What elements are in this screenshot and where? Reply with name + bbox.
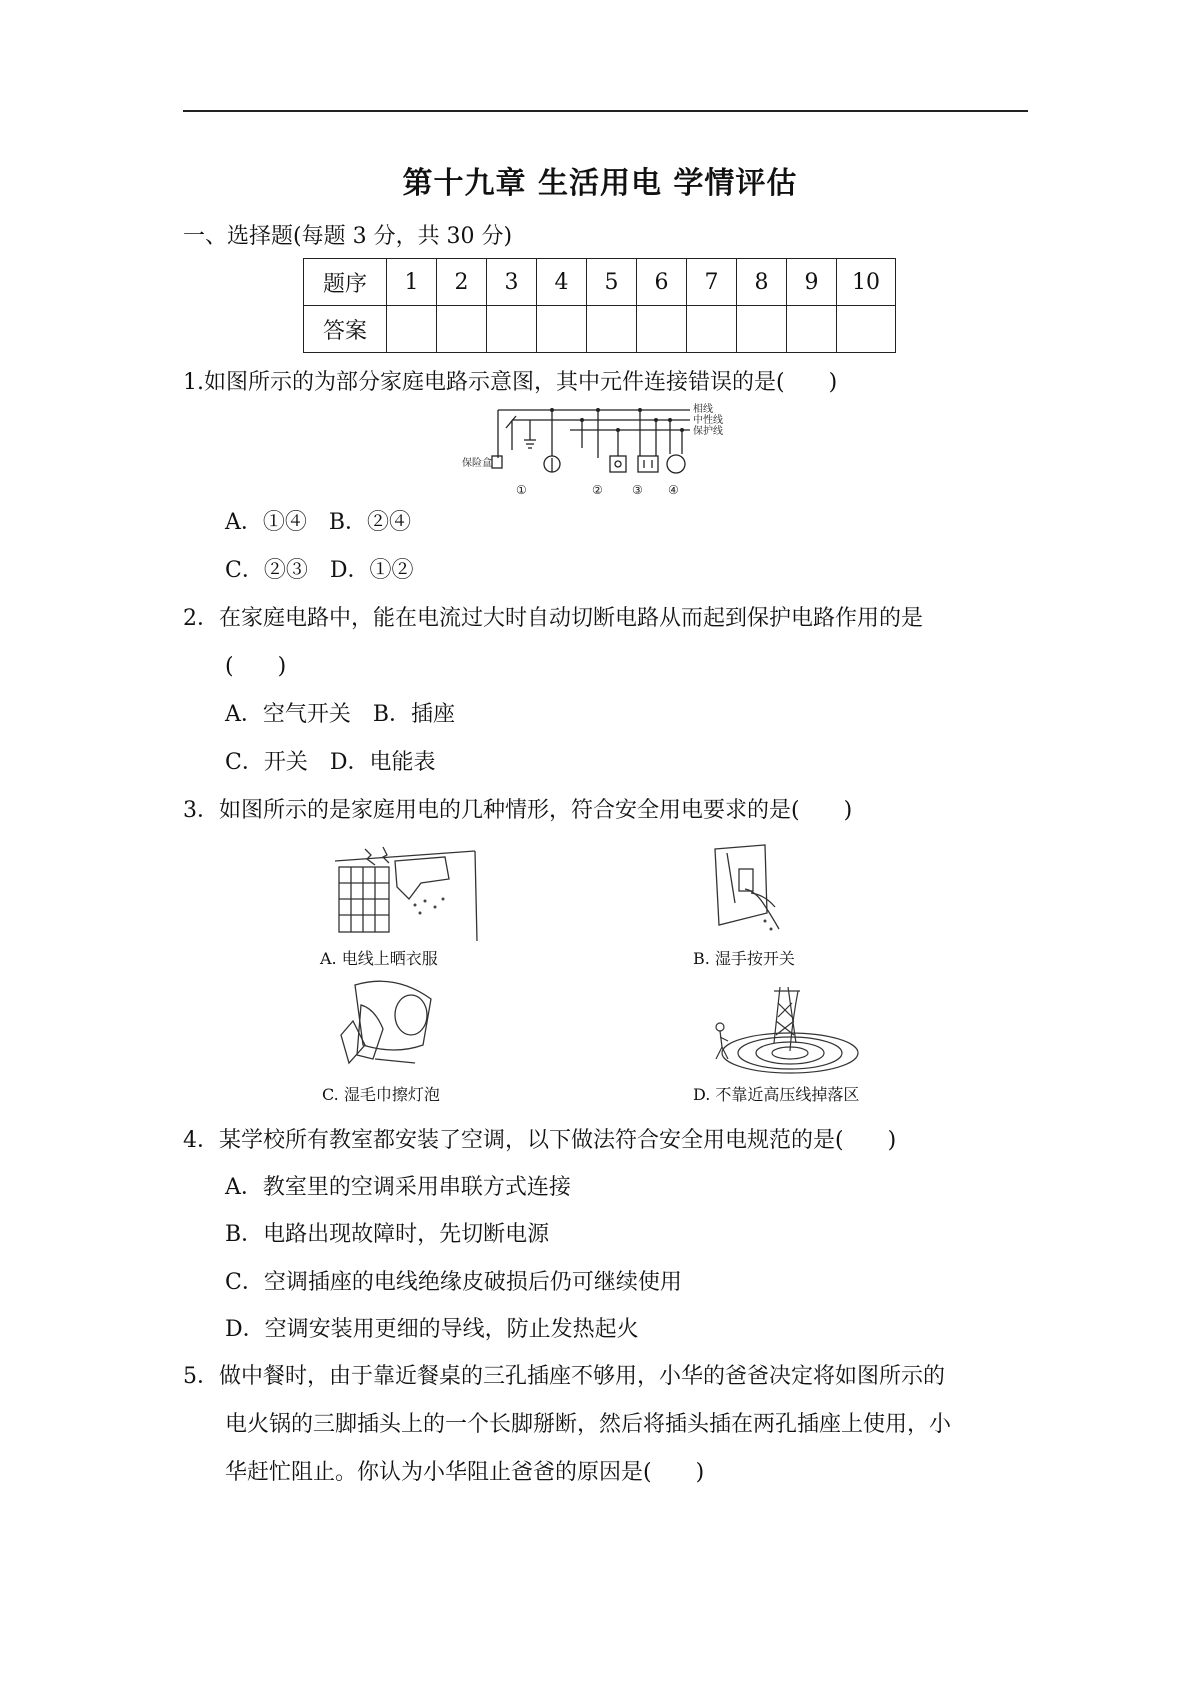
table-cell-number: 3: [487, 259, 537, 306]
figure-fallen-power-line: [700, 983, 870, 1075]
answer-cell[interactable]: [737, 306, 787, 353]
q4-option-a: A．教室里的空调采用串联方式连接: [225, 1175, 571, 1200]
caption-figure-b: B. 湿手按开关: [693, 949, 795, 968]
q5-stem-line-3: 华赶忙阻止。你认为小华阻止爸爸的原因是( ): [225, 1460, 705, 1485]
circuit-diagram: [462, 398, 740, 500]
q2-stem: 2．在家庭电路中，能在电流过大时自动切断电路从而起到保护电路作用的是: [183, 606, 923, 631]
q4-option-c: C．空调插座的电线绝缘皮破损后仍可继续使用: [225, 1270, 682, 1295]
answer-cell[interactable]: [687, 306, 737, 353]
table-cell-number: 9: [787, 259, 837, 306]
q2-options-ab: A．空气开关 B．插座: [225, 702, 456, 727]
table-cell-number: 5: [587, 259, 637, 306]
q2-options-cd: C．开关 D．电能表: [225, 750, 436, 775]
q3-stem: 3．如图所示的是家庭用电的几种情形，符合安全用电要求的是( ): [183, 798, 853, 823]
caption-figure-c: C. 湿毛巾擦灯泡: [322, 1085, 440, 1104]
figure-wet-hand-switch: [705, 843, 795, 943]
table-cell-number: 1: [387, 259, 437, 306]
figure-wet-towel-lamp: [335, 975, 445, 1070]
page-title: 第十九章 生活用电 学情评估: [402, 166, 798, 201]
answer-table-number-row: [304, 259, 896, 306]
label-live-wire: 相线: [693, 404, 713, 415]
q4-option-d: D．空调安装用更细的导线，防止发热起火: [225, 1317, 639, 1342]
table-cell-number: 10: [837, 259, 896, 306]
q1-options-ab: A．①④ B．②④: [225, 510, 412, 535]
table-cell-number: 8: [737, 259, 787, 306]
caption-figure-d: D. 不靠近高压线掉落区: [693, 1085, 860, 1104]
mark-4: ④: [668, 483, 679, 497]
label-ground-wire: 保护线: [693, 426, 723, 437]
label-neutral-wire: 中性线: [693, 415, 723, 426]
table-cell-number: 2: [437, 259, 487, 306]
q1-options-cd: C．②③ D．①②: [225, 558, 414, 583]
answer-cell[interactable]: [837, 306, 896, 353]
answer-table-answer-row: [304, 306, 896, 353]
section-heading: 一、选择题(每题 3 分，共 30 分): [183, 224, 513, 249]
mark-2: ②: [592, 483, 603, 497]
label-fuse-box: 保险盒: [462, 458, 492, 469]
mark-3: ③: [632, 483, 643, 497]
q5-stem-line-1: 5．做中餐时，由于靠近餐桌的三孔插座不够用，小华的爸爸决定将如图所示的: [183, 1364, 945, 1389]
answer-table: [303, 258, 896, 353]
answer-cell[interactable]: [487, 306, 537, 353]
table-cell-number: 7: [687, 259, 737, 306]
answer-cell[interactable]: [637, 306, 687, 353]
table-cell-number: 6: [637, 259, 687, 306]
figure-clothes-on-wire: [325, 843, 490, 943]
answer-cell[interactable]: [587, 306, 637, 353]
q4-option-b: B．电路出现故障时，先切断电源: [225, 1222, 550, 1247]
table-cell-header: 题序: [304, 259, 387, 306]
mark-1: ①: [516, 483, 527, 497]
q1-stem: 1.如图所示的为部分家庭电路示意图，其中元件连接错误的是( ): [183, 370, 838, 395]
table-cell-header: 答案: [304, 306, 387, 353]
q2-answer-paren: ( ): [225, 654, 287, 679]
q4-stem: 4．某学校所有教室都安装了空调，以下做法符合安全用电规范的是( ): [183, 1128, 897, 1153]
answer-cell[interactable]: [437, 306, 487, 353]
table-cell-number: 4: [537, 259, 587, 306]
top-rule: [183, 110, 1028, 112]
caption-figure-a: A. 电线上晒衣服: [320, 949, 438, 968]
answer-cell[interactable]: [537, 306, 587, 353]
answer-cell[interactable]: [387, 306, 437, 353]
q5-stem-line-2: 电火锅的三脚插头上的一个长脚掰断，然后将插头插在两孔插座上使用，小: [225, 1412, 952, 1437]
answer-cell[interactable]: [787, 306, 837, 353]
